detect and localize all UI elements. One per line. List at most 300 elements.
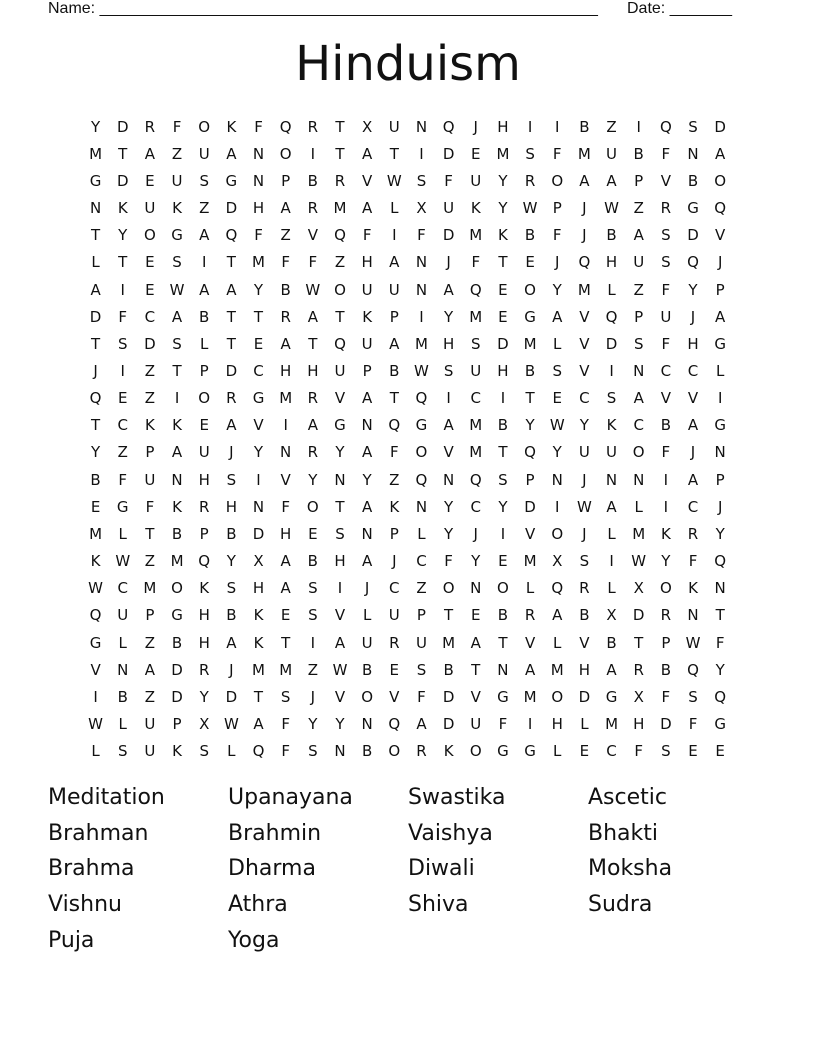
grid-cell[interactable]: V <box>579 633 590 652</box>
grid-cell[interactable]: S <box>199 742 209 761</box>
grid-cell[interactable]: V <box>280 470 291 489</box>
grid-cell[interactable]: Y <box>118 226 128 245</box>
grid-cell[interactable]: A <box>687 470 699 489</box>
grid-cell[interactable]: L <box>91 253 100 272</box>
grid-cell[interactable]: H <box>497 361 509 380</box>
grid-cell[interactable]: G <box>89 633 102 652</box>
grid-cell[interactable]: Q <box>334 334 346 353</box>
grid-cell[interactable]: S <box>117 334 128 353</box>
grid-cell[interactable]: A <box>606 660 617 679</box>
grid-cell[interactable]: A <box>389 253 400 272</box>
grid-cell[interactable]: U <box>470 361 482 380</box>
grid-cell[interactable]: Z <box>144 361 156 380</box>
grid-cell[interactable]: B <box>633 144 644 163</box>
grid-cell[interactable]: F <box>552 226 562 245</box>
grid-cell[interactable]: A <box>280 579 291 598</box>
grid-cell[interactable]: H <box>198 470 210 489</box>
grid-cell[interactable]: Q <box>578 253 591 272</box>
grid-cell[interactable]: L <box>200 334 209 353</box>
grid-cell[interactable]: Z <box>633 280 644 299</box>
grid-cell[interactable]: H <box>198 606 210 625</box>
grid-cell[interactable]: O <box>469 742 482 761</box>
grid-cell[interactable]: V <box>470 687 481 706</box>
grid-cell[interactable]: P <box>281 171 291 190</box>
grid-cell[interactable]: T <box>498 443 508 462</box>
grid-cell[interactable]: J <box>582 226 587 245</box>
grid-cell[interactable]: I <box>527 715 533 734</box>
grid-cell[interactable]: O <box>388 742 401 761</box>
grid-cell[interactable]: J <box>310 687 316 706</box>
grid-cell[interactable]: E <box>145 171 155 190</box>
grid-cell[interactable]: Y <box>199 687 209 706</box>
grid-cell[interactable]: O <box>279 144 292 163</box>
grid-cell[interactable]: T <box>498 633 508 652</box>
grid-cell[interactable]: D <box>660 715 672 734</box>
grid-cell[interactable]: A <box>199 280 210 299</box>
grid-cell[interactable]: N <box>252 497 265 516</box>
grid-cell[interactable]: U <box>361 633 373 652</box>
grid-cell[interactable]: G <box>497 742 509 761</box>
grid-cell[interactable]: X <box>199 715 210 734</box>
grid-cell[interactable]: S <box>308 579 318 598</box>
grid-cell[interactable]: V <box>307 226 318 245</box>
grid-cell[interactable]: N <box>415 253 428 272</box>
grid-cell[interactable]: I <box>446 389 451 408</box>
grid-cell[interactable]: H <box>252 579 265 598</box>
grid-cell[interactable]: J <box>555 253 560 272</box>
grid-cell[interactable]: A <box>416 715 427 734</box>
grid-cell[interactable]: W <box>332 660 348 679</box>
grid-cell[interactable]: Z <box>199 199 210 218</box>
grid-cell[interactable]: P <box>661 633 671 652</box>
grid-cell[interactable]: E <box>715 742 725 761</box>
grid-cell[interactable]: W <box>522 199 538 218</box>
grid-cell[interactable]: T <box>444 606 454 625</box>
grid-cell[interactable]: U <box>388 117 400 136</box>
grid-cell[interactable]: F <box>118 470 128 489</box>
grid-cell[interactable]: O <box>551 687 564 706</box>
grid-cell[interactable]: M <box>442 633 456 652</box>
grid-cell[interactable]: R <box>660 606 672 625</box>
grid-cell[interactable]: D <box>171 687 183 706</box>
grid-cell[interactable]: F <box>444 552 453 571</box>
grid-cell[interactable]: N <box>442 470 455 489</box>
grid-cell[interactable]: V <box>524 524 536 543</box>
grid-cell[interactable]: Z <box>144 389 156 408</box>
grid-cell[interactable]: H <box>633 715 645 734</box>
grid-cell[interactable]: S <box>579 552 590 571</box>
grid-cell[interactable]: Z <box>144 633 156 652</box>
grid-cell[interactable]: I <box>392 226 397 245</box>
grid-cell[interactable]: Q <box>714 552 727 571</box>
grid-cell[interactable]: R <box>307 199 319 218</box>
grid-cell[interactable]: I <box>310 144 316 163</box>
grid-cell[interactable]: U <box>334 361 346 380</box>
grid-cell[interactable]: N <box>415 117 428 136</box>
grid-cell[interactable]: H <box>252 199 265 218</box>
grid-cell[interactable]: F <box>389 443 399 462</box>
grid-cell[interactable]: U <box>606 443 618 462</box>
grid-cell[interactable]: E <box>498 307 508 326</box>
grid-cell[interactable]: I <box>120 280 125 299</box>
grid-cell[interactable]: Q <box>524 443 536 462</box>
grid-cell[interactable]: Q <box>442 117 455 136</box>
grid-cell[interactable]: L <box>553 334 562 353</box>
grid-cell[interactable]: S <box>117 742 128 761</box>
grid-cell[interactable]: S <box>661 253 671 272</box>
grid-cell[interactable]: M <box>523 552 537 571</box>
grid-cell[interactable]: B <box>524 226 536 245</box>
grid-cell[interactable]: L <box>118 524 127 543</box>
grid-cell[interactable]: V <box>334 606 346 625</box>
grid-cell[interactable]: R <box>416 742 427 761</box>
grid-cell[interactable]: N <box>171 470 183 489</box>
grid-cell[interactable]: G <box>252 389 265 408</box>
grid-cell[interactable]: F <box>281 497 290 516</box>
grid-cell[interactable]: U <box>443 199 455 218</box>
grid-cell[interactable]: U <box>361 334 373 353</box>
grid-cell[interactable]: O <box>632 443 645 462</box>
grid-cell[interactable]: K <box>172 416 182 435</box>
grid-cell[interactable]: N <box>361 524 373 543</box>
grid-cell[interactable]: U <box>470 171 482 190</box>
grid-cell[interactable]: N <box>117 660 129 679</box>
grid-cell[interactable]: P <box>552 199 562 218</box>
grid-cell[interactable]: V <box>687 389 699 408</box>
grid-cell[interactable]: D <box>171 660 183 679</box>
grid-cell[interactable]: H <box>361 253 373 272</box>
grid-cell[interactable]: I <box>609 361 614 380</box>
grid-cell[interactable]: Y <box>661 552 671 571</box>
grid-cell[interactable]: S <box>633 334 644 353</box>
grid-cell[interactable]: U <box>415 633 427 652</box>
grid-cell[interactable]: R <box>226 389 237 408</box>
grid-cell[interactable]: G <box>605 687 618 706</box>
grid-cell[interactable]: M <box>252 660 265 679</box>
grid-cell[interactable]: B <box>579 606 590 625</box>
grid-cell[interactable]: P <box>362 361 372 380</box>
grid-cell[interactable]: T <box>118 253 128 272</box>
grid-cell[interactable]: I <box>527 117 533 136</box>
grid-cell[interactable]: L <box>91 742 100 761</box>
grid-cell[interactable]: F <box>688 715 698 734</box>
grid-cell[interactable]: B <box>660 660 671 679</box>
grid-cell[interactable]: J <box>364 579 370 598</box>
grid-cell[interactable]: G <box>524 742 536 761</box>
grid-cell[interactable]: B <box>307 552 318 571</box>
grid-cell[interactable]: E <box>498 552 508 571</box>
grid-cell[interactable]: Q <box>687 660 699 679</box>
grid-cell[interactable]: Z <box>144 687 156 706</box>
grid-cell[interactable]: J <box>229 443 234 462</box>
grid-cell[interactable]: A <box>633 226 644 245</box>
grid-cell[interactable]: N <box>361 715 373 734</box>
grid-cell[interactable]: E <box>145 253 155 272</box>
grid-cell[interactable]: N <box>334 470 346 489</box>
grid-cell[interactable]: X <box>606 606 617 625</box>
grid-cell[interactable]: A <box>226 416 237 435</box>
grid-cell[interactable]: F <box>661 687 671 706</box>
grid-cell[interactable]: Y <box>688 280 698 299</box>
grid-cell[interactable]: V <box>660 389 671 408</box>
grid-cell[interactable]: I <box>120 361 125 380</box>
grid-cell[interactable]: L <box>227 742 236 761</box>
grid-cell[interactable]: W <box>305 280 321 299</box>
grid-cell[interactable]: X <box>633 579 644 598</box>
grid-cell[interactable]: L <box>553 742 562 761</box>
grid-cell[interactable]: D <box>225 687 238 706</box>
grid-cell[interactable]: G <box>497 687 509 706</box>
grid-cell[interactable]: Y <box>444 524 454 543</box>
grid-cell[interactable]: S <box>606 389 617 408</box>
grid-cell[interactable]: I <box>283 416 288 435</box>
grid-cell[interactable]: E <box>145 280 155 299</box>
grid-cell[interactable]: F <box>254 117 263 136</box>
grid-cell[interactable]: F <box>661 334 671 353</box>
grid-cell[interactable]: D <box>442 226 455 245</box>
grid-cell[interactable]: R <box>144 117 156 136</box>
grid-cell[interactable]: T <box>335 307 345 326</box>
grid-cell[interactable]: Y <box>362 470 372 489</box>
grid-cell[interactable]: N <box>714 579 726 598</box>
grid-cell[interactable]: A <box>606 497 617 516</box>
grid-cell[interactable]: S <box>498 470 508 489</box>
grid-cell[interactable]: D <box>225 199 238 218</box>
grid-cell[interactable]: D <box>687 226 699 245</box>
grid-cell[interactable]: F <box>281 253 290 272</box>
grid-cell[interactable]: G <box>225 171 238 190</box>
grid-cell[interactable]: C <box>687 361 699 380</box>
grid-cell[interactable]: L <box>118 633 127 652</box>
grid-cell[interactable]: U <box>171 171 183 190</box>
grid-cell[interactable]: B <box>199 307 210 326</box>
grid-cell[interactable]: Z <box>389 470 400 489</box>
grid-cell[interactable]: K <box>606 416 617 435</box>
grid-cell[interactable]: A <box>524 660 536 679</box>
grid-cell[interactable]: I <box>717 389 723 408</box>
grid-cell[interactable]: O <box>497 579 509 598</box>
grid-cell[interactable]: S <box>226 470 237 489</box>
grid-cell[interactable]: C <box>253 361 264 380</box>
grid-cell[interactable]: N <box>415 280 428 299</box>
grid-cell[interactable]: I <box>337 579 343 598</box>
grid-cell[interactable]: T <box>253 687 264 706</box>
grid-cell[interactable]: R <box>660 199 672 218</box>
grid-cell[interactable]: I <box>555 117 560 136</box>
grid-cell[interactable]: X <box>633 687 644 706</box>
grid-cell[interactable]: I <box>500 389 506 408</box>
grid-cell[interactable]: K <box>144 416 155 435</box>
grid-cell[interactable]: D <box>116 117 129 136</box>
grid-cell[interactable]: E <box>90 497 101 516</box>
grid-cell[interactable]: M <box>550 660 564 679</box>
grid-cell[interactable]: R <box>524 606 536 625</box>
grid-cell[interactable]: W <box>88 715 103 734</box>
grid-cell[interactable]: T <box>335 497 345 516</box>
grid-cell[interactable]: W <box>386 171 402 190</box>
grid-cell[interactable]: E <box>308 524 318 543</box>
grid-cell[interactable]: K <box>226 117 237 136</box>
grid-cell[interactable]: A <box>171 443 183 462</box>
grid-cell[interactable]: F <box>308 253 318 272</box>
grid-cell[interactable]: C <box>579 389 590 408</box>
grid-cell[interactable]: S <box>335 524 345 543</box>
grid-cell[interactable]: A <box>362 552 373 571</box>
grid-cell[interactable]: K <box>199 579 210 598</box>
grid-cell[interactable]: K <box>498 226 508 245</box>
grid-cell[interactable]: T <box>281 633 291 652</box>
grid-cell[interactable]: E <box>579 742 590 761</box>
grid-cell[interactable]: G <box>687 199 699 218</box>
grid-cell[interactable]: Q <box>225 226 238 245</box>
grid-cell[interactable]: G <box>334 416 346 435</box>
grid-cell[interactable]: J <box>93 361 98 380</box>
grid-cell[interactable]: S <box>172 334 182 353</box>
grid-cell[interactable]: O <box>415 443 428 462</box>
grid-cell[interactable]: A <box>144 144 156 163</box>
grid-cell[interactable]: V <box>443 443 454 462</box>
grid-cell[interactable]: J <box>717 253 723 272</box>
grid-cell[interactable]: Y <box>335 443 345 462</box>
grid-cell[interactable]: I <box>663 470 669 489</box>
grid-cell[interactable]: C <box>606 742 617 761</box>
grid-cell[interactable]: Y <box>253 280 264 299</box>
grid-cell[interactable]: Z <box>171 144 183 163</box>
grid-cell[interactable]: K <box>443 742 454 761</box>
grid-cell[interactable]: Y <box>444 497 454 516</box>
grid-cell[interactable]: I <box>256 470 261 489</box>
grid-cell[interactable]: D <box>225 361 238 380</box>
grid-cell[interactable]: X <box>362 117 373 136</box>
grid-cell[interactable]: P <box>389 524 399 543</box>
grid-cell[interactable]: V <box>362 171 373 190</box>
grid-cell[interactable]: I <box>93 687 98 706</box>
grid-cell[interactable]: F <box>281 715 290 734</box>
grid-cell[interactable]: N <box>252 144 265 163</box>
grid-cell[interactable]: W <box>685 633 701 652</box>
grid-cell[interactable]: F <box>444 171 453 190</box>
grid-cell[interactable]: A <box>226 280 237 299</box>
grid-cell[interactable]: L <box>553 633 562 652</box>
grid-cell[interactable]: H <box>225 497 237 516</box>
grid-cell[interactable]: N <box>714 443 726 462</box>
grid-cell[interactable]: D <box>524 497 536 516</box>
grid-cell[interactable]: L <box>362 606 372 625</box>
grid-cell[interactable]: N <box>551 470 563 489</box>
grid-cell[interactable]: S <box>471 334 481 353</box>
grid-cell[interactable]: W <box>604 199 619 218</box>
grid-cell[interactable]: A <box>90 280 101 299</box>
grid-cell[interactable]: B <box>361 742 373 761</box>
grid-cell[interactable]: N <box>415 497 428 516</box>
grid-cell[interactable]: S <box>416 171 427 190</box>
grid-cell[interactable]: V <box>334 687 346 706</box>
grid-cell[interactable]: T <box>90 334 101 353</box>
grid-cell[interactable]: D <box>605 334 618 353</box>
grid-cell[interactable]: G <box>89 171 102 190</box>
grid-cell[interactable]: J <box>446 253 451 272</box>
grid-cell[interactable]: B <box>361 660 373 679</box>
grid-cell[interactable]: A <box>199 226 210 245</box>
grid-cell[interactable]: C <box>470 497 481 516</box>
grid-cell[interactable]: K <box>389 497 400 516</box>
grid-cell[interactable]: L <box>607 524 616 543</box>
grid-cell[interactable]: K <box>172 497 182 516</box>
grid-cell[interactable]: S <box>226 579 237 598</box>
grid-cell[interactable]: T <box>145 524 155 543</box>
grid-cell[interactable]: A <box>606 171 617 190</box>
grid-cell[interactable]: Q <box>279 117 292 136</box>
grid-cell[interactable]: Q <box>388 416 401 435</box>
grid-cell[interactable]: I <box>663 497 669 516</box>
grid-cell[interactable]: A <box>389 334 400 353</box>
grid-cell[interactable]: A <box>443 416 454 435</box>
grid-cell[interactable]: A <box>579 171 590 190</box>
grid-cell[interactable]: L <box>580 715 589 734</box>
grid-cell[interactable]: A <box>226 144 237 163</box>
grid-cell[interactable]: Y <box>498 171 508 190</box>
grid-cell[interactable]: Q <box>659 117 672 136</box>
grid-cell[interactable]: B <box>579 117 590 136</box>
grid-cell[interactable]: A <box>334 633 346 652</box>
grid-cell[interactable]: F <box>417 687 426 706</box>
grid-cell[interactable]: J <box>582 524 587 543</box>
grid-cell[interactable]: N <box>687 606 699 625</box>
grid-cell[interactable]: J <box>473 117 478 136</box>
grid-cell[interactable]: S <box>688 687 698 706</box>
grid-cell[interactable]: M <box>279 660 293 679</box>
grid-cell[interactable]: Q <box>714 687 727 706</box>
grid-cell[interactable]: Y <box>308 715 318 734</box>
grid-cell[interactable]: F <box>281 742 290 761</box>
grid-cell[interactable]: L <box>607 579 616 598</box>
grid-cell[interactable]: Q <box>551 579 564 598</box>
grid-cell[interactable]: T <box>90 226 101 245</box>
grid-cell[interactable]: N <box>252 171 265 190</box>
grid-cell[interactable]: I <box>500 524 506 543</box>
grid-cell[interactable]: O <box>659 579 672 598</box>
grid-cell[interactable]: Q <box>198 552 211 571</box>
grid-cell[interactable]: B <box>687 171 699 190</box>
grid-cell[interactable]: I <box>555 497 560 516</box>
grid-cell[interactable]: U <box>144 199 156 218</box>
grid-cell[interactable]: K <box>172 199 182 218</box>
grid-cell[interactable]: N <box>497 660 509 679</box>
grid-cell[interactable]: V <box>524 633 536 652</box>
grid-cell[interactable]: A <box>226 633 237 652</box>
grid-cell[interactable]: T <box>308 334 318 353</box>
grid-cell[interactable]: U <box>144 742 156 761</box>
grid-cell[interactable]: F <box>172 117 182 136</box>
grid-cell[interactable]: T <box>715 606 725 625</box>
grid-cell[interactable]: C <box>117 416 128 435</box>
grid-cell[interactable]: B <box>226 524 237 543</box>
grid-cell[interactable]: A <box>307 416 318 435</box>
grid-cell[interactable]: H <box>280 361 292 380</box>
grid-cell[interactable]: T <box>90 416 101 435</box>
grid-cell[interactable]: M <box>469 307 483 326</box>
grid-cell[interactable]: M <box>469 226 483 245</box>
grid-cell[interactable]: U <box>578 443 590 462</box>
grid-cell[interactable]: P <box>199 524 209 543</box>
grid-cell[interactable]: N <box>687 144 699 163</box>
grid-cell[interactable]: W <box>115 552 131 571</box>
grid-cell[interactable]: B <box>497 416 509 435</box>
grid-cell[interactable]: Z <box>633 199 644 218</box>
grid-cell[interactable]: M <box>577 280 591 299</box>
grid-cell[interactable]: H <box>442 334 455 353</box>
grid-cell[interactable]: E <box>471 144 481 163</box>
